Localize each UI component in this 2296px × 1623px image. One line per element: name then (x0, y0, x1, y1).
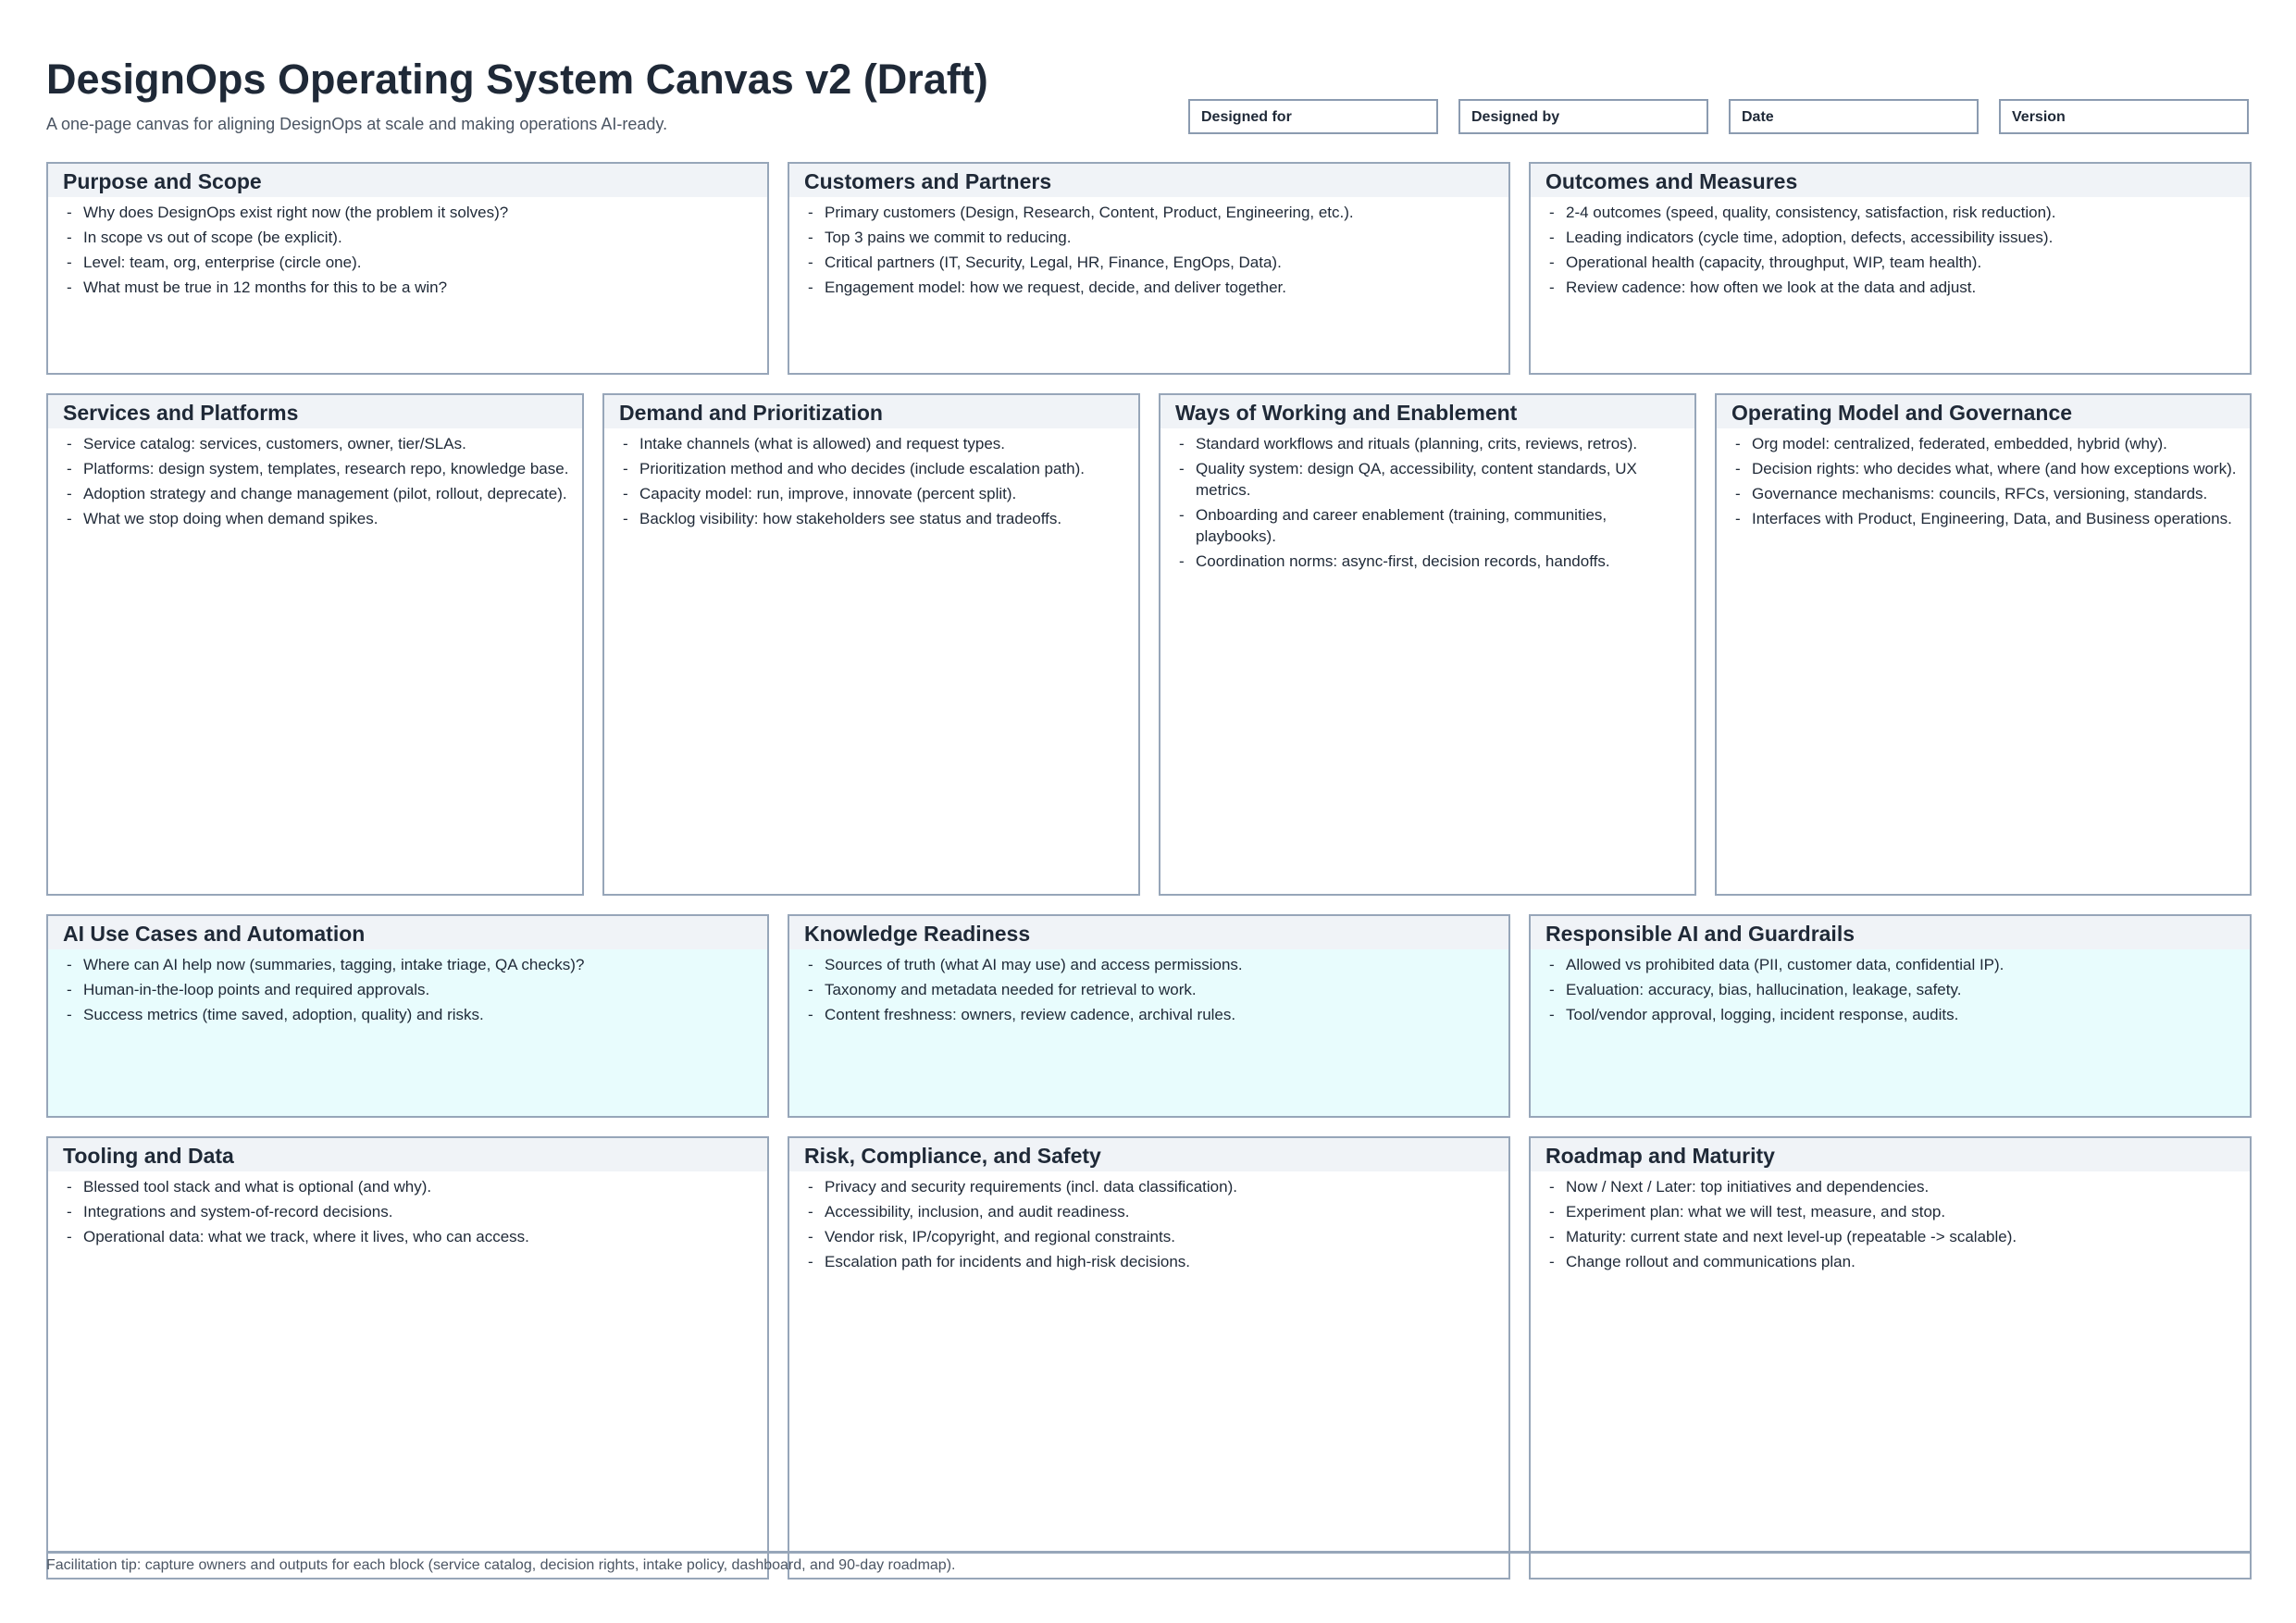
block-item: - Vendor risk, IP/copyright, and regional constraints. (808, 1226, 1496, 1247)
facilitation-tip: Facilitation tip: capture owners and outputs for each block (service catalog, decision rights, intake policy, dashboard, and 90-day roadmap). (46, 1557, 956, 1573)
block-items (1531, 1176, 2250, 1272)
block-item: - Capacity model: run, improve, innovate (percent split). (623, 483, 1125, 504)
block-item: - Interfaces with Product, Engineering, Data, and Business operations. (1735, 508, 2237, 529)
block-title: Ways of Working and Enablement (1160, 395, 1694, 428)
block-item: - Operational health (capacity, throughput, WIP, team health). (1549, 252, 2237, 273)
block-operating-model-and-governance (1715, 393, 2252, 896)
block-item: - Why does DesignOps exist right now (the problem it solves)? (67, 202, 754, 223)
block-items (789, 1176, 1508, 1272)
block-item: - Critical partners (IT, Security, Legal, HR, Finance, EngOps, Data). (808, 252, 1496, 273)
page-subtitle: A one-page canvas for aligning DesignOps at scale and making operations AI-ready. (46, 115, 668, 133)
block-item: - Standard workflows and rituals (planning, crits, reviews, retros). (1179, 433, 1682, 454)
block-item: - Adoption strategy and change management (pilot, rollout, deprecate). (67, 483, 569, 504)
block-ways-of-working-and-enablement (1159, 393, 1696, 896)
version-field[interactable]: Version (1999, 99, 2249, 134)
block-item: - Quality system: design QA, accessibility, content standards, UX metrics. (1179, 458, 1682, 501)
block-item: - Backlog visibility: how stakeholders see status and tradeoffs. (623, 508, 1125, 529)
block-item: - Allowed vs prohibited data (PII, customer data, confidential IP). (1549, 954, 2237, 975)
block-item: - Now / Next / Later: top initiatives and dependencies. (1549, 1176, 2237, 1197)
block-item: - What must be true in 12 months for this to be a win? (67, 277, 754, 298)
block-item: - Integrations and system-of-record decisions. (67, 1201, 754, 1222)
block-items (48, 202, 767, 298)
block-item: - Content freshness: owners, review cadence, archival rules. (808, 1004, 1496, 1025)
block-item: - Engagement model: how we request, decide, and deliver together. (808, 277, 1496, 298)
block-title: Demand and Prioritization (604, 395, 1138, 428)
block-item: - What we stop doing when demand spikes. (67, 508, 569, 529)
block-item: - Level: team, org, enterprise (circle one). (67, 252, 754, 273)
block-item: - Governance mechanisms: councils, RFCs, versioning, standards. (1735, 483, 2237, 504)
block-title: Knowledge Readiness (789, 916, 1508, 949)
block-item: - Intake channels (what is allowed) and request types. (623, 433, 1125, 454)
block-item: - Sources of truth (what AI may use) and access permissions. (808, 954, 1496, 975)
block-item: - Taxonomy and metadata needed for retrieval to work. (808, 979, 1496, 1000)
block-customers-and-partners (788, 162, 1510, 375)
block-services-and-platforms (46, 393, 584, 896)
block-item: - Top 3 pains we commit to reducing. (808, 227, 1496, 248)
block-item: - Primary customers (Design, Research, Content, Product, Engineering, etc.). (808, 202, 1496, 223)
footer-divider (46, 1551, 2251, 1554)
block-item: - Evaluation: accuracy, bias, hallucination, leakage, safety. (1549, 979, 2237, 1000)
block-ai-use-cases-and-automation (46, 914, 769, 1118)
block-title: Tooling and Data (48, 1138, 767, 1171)
block-item: - Platforms: design system, templates, research repo, knowledge base. (67, 458, 569, 479)
block-item: - Tool/vendor approval, logging, incident response, audits. (1549, 1004, 2237, 1025)
block-items (48, 1176, 767, 1247)
block-item: - Blessed tool stack and what is optional (and why). (67, 1176, 754, 1197)
block-title: Customers and Partners (789, 164, 1508, 197)
block-item: - Experiment plan: what we will test, measure, and stop. (1549, 1201, 2237, 1222)
block-item: - 2-4 outcomes (speed, quality, consistency, satisfaction, risk reduction). (1549, 202, 2237, 223)
block-item: - Coordination norms: async-first, decision records, handoffs. (1179, 551, 1682, 572)
block-item: - Where can AI help now (summaries, tagging, intake triage, QA checks)? (67, 954, 754, 975)
block-knowledge-readiness (788, 914, 1510, 1118)
block-item: - Prioritization method and who decides (include escalation path). (623, 458, 1125, 479)
block-items (1717, 433, 2250, 529)
designed-for-field[interactable]: Designed for (1188, 99, 1438, 134)
block-title: Services and Platforms (48, 395, 582, 428)
block-outcomes-and-measures (1529, 162, 2252, 375)
date-field[interactable]: Date (1729, 99, 1979, 134)
block-item: - Operational data: what we track, where it lives, who can access. (67, 1226, 754, 1247)
block-item: - Onboarding and career enablement (training, communities, playbooks). (1179, 504, 1682, 547)
block-item: - Org model: centralized, federated, embedded, hybrid (why). (1735, 433, 2237, 454)
block-items (48, 954, 767, 1025)
block-purpose-and-scope (46, 162, 769, 375)
block-item: - Service catalog: services, customers, owner, tier/SLAs. (67, 433, 569, 454)
block-items (604, 433, 1138, 529)
block-item: - Review cadence: how often we look at the data and adjust. (1549, 277, 2237, 298)
block-item: - Success metrics (time saved, adoption, quality) and risks. (67, 1004, 754, 1025)
block-title: Responsible AI and Guardrails (1531, 916, 2250, 949)
block-item: - Maturity: current state and next level-up (repeatable -> scalable). (1549, 1226, 2237, 1247)
block-items (789, 954, 1508, 1025)
block-title: Roadmap and Maturity (1531, 1138, 2250, 1171)
block-title: Outcomes and Measures (1531, 164, 2250, 197)
block-item: - Change rollout and communications plan. (1549, 1251, 2237, 1272)
block-items (789, 202, 1508, 298)
block-item: - Escalation path for incidents and high-risk decisions. (808, 1251, 1496, 1272)
block-items (1160, 433, 1694, 572)
block-title: Risk, Compliance, and Safety (789, 1138, 1508, 1171)
designed-by-field[interactable]: Designed by (1458, 99, 1708, 134)
block-item: - Accessibility, inclusion, and audit readiness. (808, 1201, 1496, 1222)
block-title: Purpose and Scope (48, 164, 767, 197)
block-item: - Human-in-the-loop points and required approvals. (67, 979, 754, 1000)
page-title: DesignOps Operating System Canvas v2 (Draft) (46, 56, 988, 103)
block-risk-compliance-and-safety (788, 1136, 1510, 1580)
block-items (48, 433, 582, 529)
block-item: - Privacy and security requirements (incl. data classification). (808, 1176, 1496, 1197)
block-roadmap-and-maturity (1529, 1136, 2252, 1580)
block-item: - Leading indicators (cycle time, adoption, defects, accessibility issues). (1549, 227, 2237, 248)
block-items (1531, 202, 2250, 298)
block-title: Operating Model and Governance (1717, 395, 2250, 428)
block-item: - In scope vs out of scope (be explicit). (67, 227, 754, 248)
block-item: - Decision rights: who decides what, where (and how exceptions work). (1735, 458, 2237, 479)
block-responsible-ai-and-guardrails (1529, 914, 2252, 1118)
block-tooling-and-data (46, 1136, 769, 1580)
block-title: AI Use Cases and Automation (48, 916, 767, 949)
block-items (1531, 954, 2250, 1025)
block-demand-and-prioritization (602, 393, 1140, 896)
